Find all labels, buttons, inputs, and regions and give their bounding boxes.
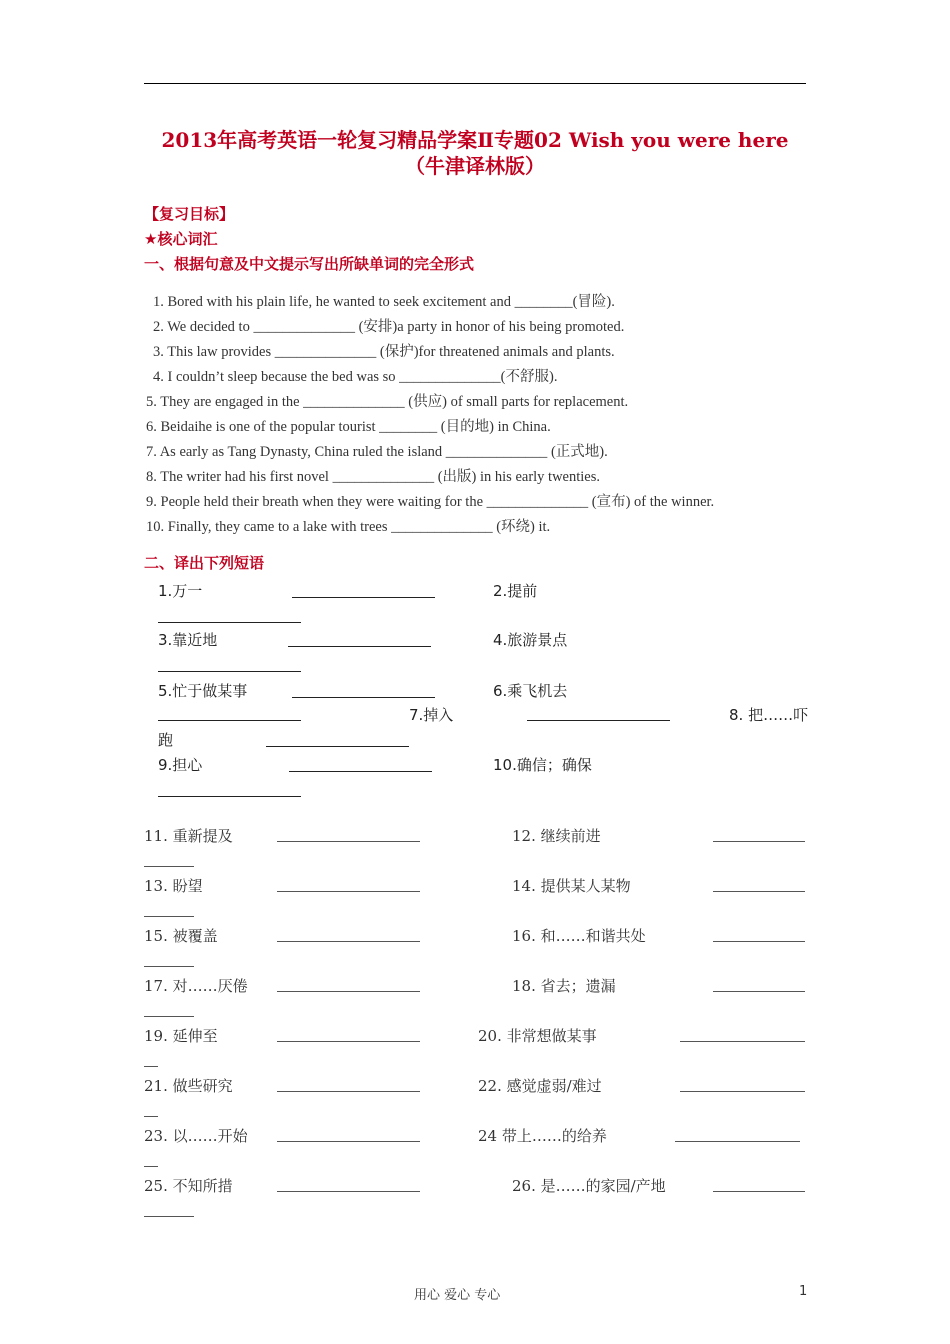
phrase-item: 18. 省去；遗漏: [512, 977, 616, 995]
phrase-item: 5.忙于做某事: [158, 682, 248, 700]
answer-blank[interactable]: [266, 746, 409, 747]
answer-blank[interactable]: [144, 866, 194, 867]
phrase-item: 14. 提供某人某物: [512, 877, 631, 895]
answer-blank[interactable]: [158, 671, 301, 672]
answer-blank[interactable]: [277, 1191, 420, 1192]
section1-heading: 一、根据句意及中文提示写出所缺单词的完全形式: [144, 255, 475, 273]
fill-in-item: 3. This law provides ______________ (保护)for threatened animals and plants.: [153, 344, 615, 360]
page-number: 1: [799, 1284, 808, 1299]
phrase-item: 7.掉入: [409, 706, 454, 724]
fill-in-item: 4. I couldn’t sleep because the bed was so ______________(不舒服).: [153, 369, 558, 385]
phrase-item: 25. 不知所措: [144, 1177, 233, 1195]
section2-heading: 二、译出下列短语: [144, 554, 265, 572]
phrase-item: 19. 延伸至: [144, 1027, 218, 1045]
phrase-item: 13. 盼望: [144, 877, 203, 895]
answer-blank[interactable]: [713, 941, 805, 942]
title-line-2: （牛津译林版）: [405, 154, 545, 178]
answer-blank[interactable]: [680, 1041, 805, 1042]
answer-blank[interactable]: [288, 646, 431, 647]
fill-in-item: 9. People held their breath when they were waiting for the ______________ (宣布) of the winner.: [146, 494, 715, 510]
answer-blank[interactable]: [289, 771, 432, 772]
answer-blank[interactable]: [713, 1191, 805, 1192]
title-line-1: 2013年高考英语一轮复习精品学案Ⅱ专题02 Wish you were here: [161, 128, 789, 152]
answer-blank[interactable]: [527, 720, 670, 721]
answer-blank[interactable]: [158, 720, 301, 721]
answer-blank[interactable]: [144, 1166, 158, 1167]
phrase-item: 20. 非常想做某事: [478, 1027, 597, 1045]
fill-in-item: 7. As early as Tang Dynasty, China ruled the island ______________ (正式地).: [146, 444, 608, 460]
footer-text: 用心 爱心 专心: [414, 1288, 501, 1303]
header-rule: [144, 83, 806, 84]
fill-in-item: 1. Bored with his plain life, he wanted to seek excitement and ________(冒险).: [153, 294, 615, 310]
answer-blank[interactable]: [713, 991, 805, 992]
answer-blank[interactable]: [675, 1141, 800, 1142]
answer-blank[interactable]: [277, 1041, 420, 1042]
answer-blank[interactable]: [144, 1216, 194, 1217]
review-goal-heading: 【复习目标】: [144, 205, 235, 223]
answer-blank[interactable]: [277, 991, 420, 992]
answer-blank[interactable]: [277, 941, 420, 942]
phrase-item: 6.乘飞机去: [493, 682, 568, 700]
core-vocab-heading: ★核心词汇: [144, 230, 218, 248]
phrase-item: 11. 重新提及: [144, 827, 233, 845]
phrase-item: 2.提前: [493, 582, 538, 600]
phrase-item: 4.旅游景点: [493, 631, 568, 649]
answer-blank[interactable]: [713, 841, 805, 842]
phrase-item: 23. 以……开始: [144, 1127, 248, 1145]
answer-blank[interactable]: [144, 916, 194, 917]
answer-blank[interactable]: [144, 1116, 158, 1117]
answer-blank[interactable]: [144, 1066, 158, 1067]
phrase-item: 26. 是……的家园/产地: [512, 1177, 666, 1195]
answer-blank[interactable]: [713, 891, 805, 892]
answer-blank[interactable]: [292, 597, 435, 598]
answer-blank[interactable]: [144, 1016, 194, 1017]
answer-blank[interactable]: [277, 841, 420, 842]
answer-blank[interactable]: [277, 1141, 420, 1142]
fill-in-item: 10. Finally, they came to a lake with trees ______________ (环绕) it.: [146, 519, 551, 535]
answer-blank[interactable]: [144, 966, 194, 967]
phrase-item: 16. 和……和谐共处: [512, 927, 646, 945]
fill-in-item: 5. They are engaged in the ______________ (供应) of small parts for replacement.: [146, 394, 629, 410]
answer-blank[interactable]: [292, 697, 435, 698]
phrase-item: 10.确信；确保: [493, 756, 592, 774]
phrase-item: 12. 继续前进: [512, 827, 601, 845]
phrase-item: 15. 被覆盖: [144, 927, 218, 945]
fill-in-item: 2. We decided to ______________ (安排)a party in honor of his being promoted.: [153, 319, 625, 335]
phrase-item: 17. 对……厌倦: [144, 977, 248, 995]
answer-blank[interactable]: [158, 622, 301, 623]
phrase-item: 3.靠近地: [158, 631, 218, 649]
answer-blank[interactable]: [277, 891, 420, 892]
fill-in-item: 6. Beidaihe is one of the popular tourist ________ (目的地) in China.: [146, 419, 551, 435]
answer-blank[interactable]: [277, 1091, 420, 1092]
phrase-item: 22. 感觉虚弱/难过: [478, 1077, 602, 1095]
fill-in-item: 8. The writer had his first novel ______________ (出版) in his early twenties.: [146, 469, 601, 485]
phrase-item: 9.担心: [158, 756, 203, 774]
phrase-item: 跑: [158, 731, 174, 749]
answer-blank[interactable]: [158, 796, 301, 797]
answer-blank[interactable]: [680, 1091, 805, 1092]
phrase-item: 24 带上……的给养: [478, 1127, 607, 1145]
phrase-item: 8. 把……吓: [729, 706, 809, 724]
phrase-item: 1.万一: [158, 582, 203, 600]
phrase-item: 21. 做些研究: [144, 1077, 233, 1095]
